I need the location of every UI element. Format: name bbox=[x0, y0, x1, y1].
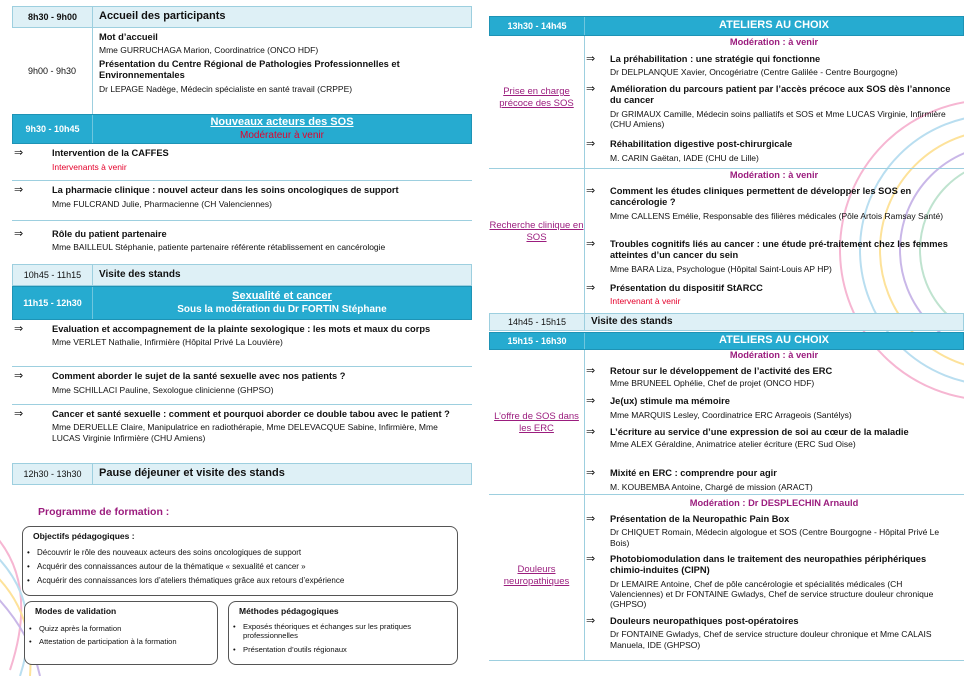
item-speaker: M. KOUBEMBA Antoine, Chargé de mission (ARACT) bbox=[610, 482, 813, 493]
item-speaker: Dr FONTAINE Gwladys, Chef de service structure douleur chronique et Mme CALAIS Manuela, IDE (GHPSO) bbox=[610, 629, 932, 650]
list-item bbox=[584, 54, 954, 78]
bullet-icon: • bbox=[27, 576, 30, 585]
item-title: Présentation de la Neuropathic Pain Box bbox=[610, 514, 790, 524]
list-item: • Exposés théoriques et échanges sur les pratiques professionnelles bbox=[233, 622, 412, 641]
session-ouverture bbox=[12, 28, 472, 114]
group-moderator: Modération : à venir bbox=[729, 170, 819, 180]
session-time: 11h15 - 12h30 bbox=[13, 287, 93, 319]
list-item bbox=[584, 139, 954, 164]
session-time: 8h30 - 9h00 bbox=[13, 7, 93, 27]
group-moderator: Modération : à venir bbox=[729, 37, 819, 47]
validation-title: Modes de validation bbox=[35, 606, 117, 616]
arrow-icon: ⇒ bbox=[14, 323, 24, 335]
item-note: Intervenants à venir bbox=[52, 162, 127, 173]
list-item: • Attestation de participation à la formation bbox=[29, 637, 177, 646]
programme-title: Programme de formation : bbox=[38, 506, 170, 518]
session-visite-stands bbox=[12, 264, 472, 286]
item-title: Troubles cognitifs liés au cancer : une étude pré-traitement chez les femmes atteintes d’un cancer du sein bbox=[610, 239, 948, 261]
item-title: Rôle du patient partenaire bbox=[52, 229, 167, 239]
item-speaker: Mme DERUELLE Claire, Manipulatrice en radiothérapie, Mme DELEVACQUE Sabine, Infirmière, Mme LUCAS Virginie Infirmière (CHU Amiens) bbox=[52, 422, 438, 443]
session-sexualite-cancer bbox=[12, 286, 472, 320]
afternoon-schedule bbox=[489, 6, 964, 666]
item-title: La préhabilitation : une stratégie qui fonctionne bbox=[610, 54, 821, 64]
item-speaker: Dr GRIMAUX Camille, Médecin soins palliatifs et SOS et Mme LUCAS Virginie, Infirmière (CHU Amiens) bbox=[610, 108, 946, 130]
item-speaker: Mme BAILLEUL Stéphanie, patiente partenaire référente rétablissement en cancérologie bbox=[52, 242, 386, 253]
workshop-label: L’offre de SOS dans les ERC bbox=[494, 411, 579, 434]
arrow-icon: ⇒ bbox=[586, 426, 596, 438]
session-title: Sexualité et cancer bbox=[232, 290, 332, 303]
arrow-icon: ⇒ bbox=[586, 238, 596, 250]
list-item bbox=[584, 366, 954, 389]
item-speaker: Dr LEMAIRE Antoine, Chef de pôle cancérologie et spécialités médicales (CH Valenciennes) et Dr FONTAINE Gwladys, Chef de service structure douleur chronique (GHPSO) bbox=[610, 578, 934, 610]
list-item bbox=[584, 186, 954, 221]
session-nouveaux-acteurs bbox=[12, 114, 472, 144]
session-ateliers-2 bbox=[489, 332, 964, 350]
arrow-icon: ⇒ bbox=[14, 184, 24, 196]
list-item bbox=[584, 468, 954, 493]
item-title: Cancer et santé sexuelle : comment et pourquoi aborder ce double tabou avec le patient ? bbox=[52, 409, 450, 419]
session-time: 9h30 - 10h45 bbox=[13, 115, 93, 143]
session-pause-dejeuner bbox=[12, 463, 472, 485]
item-title: Réhabilitation digestive post-chirurgicale bbox=[610, 139, 793, 149]
item-speaker: Mme GURRUCHAGA Marion, Coordinatrice (ONCO HDF) bbox=[99, 45, 319, 56]
arrow-icon: ⇒ bbox=[14, 147, 24, 159]
session-title: Accueil des participants bbox=[99, 10, 226, 23]
session-moderator: Sous la modération du Dr FORTIN Stéphane bbox=[177, 303, 387, 315]
arrow-icon: ⇒ bbox=[586, 138, 596, 150]
item-speaker: Mme CALLENS Emélie, Responsable des filières médicales (Pôle Artois Ramsay Santé) bbox=[610, 210, 944, 221]
item-title: L’écriture au service d’une expression de soi au cœur de la maladie bbox=[610, 427, 909, 437]
arrow-icon: ⇒ bbox=[14, 228, 24, 240]
list-item: • Quizz après la formation bbox=[29, 624, 122, 633]
arrow-icon: ⇒ bbox=[586, 553, 596, 565]
list-item bbox=[584, 239, 954, 274]
session-time: 10h45 - 11h15 bbox=[13, 265, 93, 285]
item-speaker: Dr LEPAGE Nadège, Médecin spécialiste en santé travail (CRPPE) bbox=[99, 84, 353, 95]
workshop-label: Recherche clinique en SOS bbox=[489, 220, 584, 243]
list-item bbox=[584, 616, 954, 650]
item-title: Intervention de la CAFFES bbox=[52, 148, 169, 158]
list-item bbox=[584, 514, 954, 548]
list-item: • Présentation d’outils régionaux bbox=[233, 645, 347, 654]
item-speaker: Mme BRUNEEL Ophélie, Chef de projet (ONCO HDF) bbox=[610, 378, 815, 389]
arrow-icon: ⇒ bbox=[14, 370, 24, 382]
methodes-box bbox=[228, 601, 458, 665]
programme-formation bbox=[22, 506, 462, 671]
list-item bbox=[12, 229, 466, 253]
item-title: La pharmacie clinique : nouvel acteur dans les soins oncologiques de support bbox=[52, 185, 399, 195]
group-moderator: Modération : à venir bbox=[729, 350, 819, 360]
item-speaker: Mme ALEX Géraldine, Animatrice atelier écriture (ERC Sud Oise) bbox=[610, 439, 856, 450]
bullet-icon: • bbox=[29, 637, 32, 646]
list-item bbox=[12, 371, 466, 396]
session-title: Visite des stands bbox=[99, 268, 181, 280]
session-time: 9h00 - 9h30 bbox=[27, 66, 77, 76]
item-title: Amélioration du parcours patient par l’accès précoce aux SOS dès l’annonce du cancer bbox=[610, 84, 951, 106]
session-title: Visite des stands bbox=[591, 315, 673, 327]
item-speaker: M. CARIN Gaëtan, IADE (CHU de Lille) bbox=[610, 153, 759, 164]
item-note: Intervenant à venir bbox=[610, 296, 681, 307]
session-ateliers-1 bbox=[489, 16, 964, 36]
arrow-icon: ⇒ bbox=[586, 282, 596, 294]
objectifs-title: Objectifs pédagogiques : bbox=[33, 531, 135, 541]
item-speaker: Mme SCHILLACI Pauline, Sexologue clinicienne (GHPSO) bbox=[52, 385, 274, 396]
arrow-icon: ⇒ bbox=[586, 513, 596, 525]
list-item: • Acquérir des connaissances lors d’ateliers thématiques grâce aux retours d’expérience bbox=[27, 576, 345, 585]
item-speaker: Mme BARA Liza, Psychologue (Hôpital Saint-Louis AP HP) bbox=[610, 263, 832, 274]
arrow-icon: ⇒ bbox=[586, 185, 596, 197]
session-visite-stands-2 bbox=[489, 313, 964, 331]
item-speaker: Mme FULCRAND Julie, Pharmacienne (CH Valenciennes) bbox=[52, 199, 272, 210]
arrow-icon: ⇒ bbox=[586, 83, 596, 95]
session-time: 13h30 - 14h45 bbox=[490, 17, 585, 35]
list-item bbox=[12, 185, 466, 210]
session-title: Pause déjeuner et visite des stands bbox=[99, 467, 285, 480]
session-time: 14h45 - 15h15 bbox=[490, 314, 585, 330]
bullet-icon: • bbox=[27, 548, 30, 557]
item-title: Mixité en ERC : comprendre pour agir bbox=[610, 468, 777, 478]
item-speaker: Mme MARQUIS Lesley, Coordinatrice ERC Arrageois (Santélys) bbox=[610, 410, 852, 421]
arrow-icon: ⇒ bbox=[586, 365, 596, 377]
list-item bbox=[584, 427, 954, 450]
session-accueil bbox=[12, 6, 472, 28]
item-title: Photobiomodulation dans le traitement des neuropathies périphériques chimio-induites (CIPN) bbox=[610, 554, 927, 576]
list-item bbox=[584, 554, 954, 610]
item-title: Mot d’accueil bbox=[99, 32, 158, 42]
arrow-icon: ⇒ bbox=[586, 53, 596, 65]
bullet-icon: • bbox=[233, 622, 236, 631]
item-title: Comment les études cliniques permettent de développer les SOS en cancérologie ? bbox=[610, 186, 912, 208]
list-item: • Acquérir des connaissances autour de la thématique « sexualité et cancer » bbox=[27, 562, 306, 571]
item-title: Je(ux) stimule ma mémoire bbox=[610, 396, 730, 406]
list-item bbox=[12, 148, 466, 173]
workshop-label: Douleurs neuropathiques bbox=[503, 564, 570, 587]
list-item bbox=[584, 283, 954, 307]
item-title: Douleurs neuropathiques post-opératoires bbox=[610, 616, 799, 626]
bullet-icon: • bbox=[233, 645, 236, 654]
session-title: ATELIERS AU CHOIX bbox=[718, 334, 829, 347]
list-item: • Découvrir le rôle des nouveaux acteurs des soins oncologiques de support bbox=[27, 548, 302, 557]
item-title: Comment aborder le sujet de la santé sexuelle avec nos patients ? bbox=[52, 371, 346, 381]
item-title: Présentation du dispositif StARCC bbox=[610, 283, 763, 293]
item-speaker: Dr CHIQUET Romain, Médecin algologue et SOS (Centre Bourgogne - Hôpital Privé Le Bois) bbox=[610, 527, 940, 548]
methodes-title: Méthodes pédagogiques bbox=[239, 606, 339, 616]
arrow-icon: ⇒ bbox=[586, 395, 596, 407]
item-title: Retour sur le développement de l’activité des ERC bbox=[610, 366, 833, 376]
item-title: Présentation du Centre Régional de Pathologies Professionnelles et Environnementales bbox=[99, 58, 400, 81]
list-item bbox=[584, 396, 954, 421]
arrow-icon: ⇒ bbox=[14, 408, 24, 420]
list-item bbox=[584, 84, 954, 129]
item-speaker: Mme VERLET Nathalie, Infirmière (Hôpital Privé La Louvière) bbox=[52, 337, 283, 348]
bullet-icon: • bbox=[29, 624, 32, 633]
list-item bbox=[12, 324, 466, 348]
group-moderator: Modération : Dr DESPLECHIN Arnauld bbox=[689, 498, 859, 508]
item-speaker: Dr DELPLANQUE Xavier, Oncogériatre (Centre Galilée - Centre Bourgogne) bbox=[610, 67, 898, 78]
session-time: 12h30 - 13h30 bbox=[13, 464, 93, 484]
validation-box bbox=[24, 601, 218, 665]
list-item bbox=[12, 409, 466, 443]
workshop-label: Prise en charge précoce des SOS bbox=[499, 86, 574, 109]
objectifs-box bbox=[22, 526, 458, 596]
session-time: 15h15 - 16h30 bbox=[490, 333, 585, 349]
session-title: ATELIERS AU CHOIX bbox=[718, 19, 829, 32]
item-title: Evaluation et accompagnement de la plainte sexologique : les mots et maux du corps bbox=[52, 324, 431, 334]
bullet-icon: • bbox=[27, 562, 30, 571]
arrow-icon: ⇒ bbox=[586, 467, 596, 479]
arrow-icon: ⇒ bbox=[586, 615, 596, 627]
session-moderator: Modérateur à venir bbox=[240, 129, 324, 141]
session-title: Nouveaux acteurs des SOS bbox=[210, 116, 354, 129]
